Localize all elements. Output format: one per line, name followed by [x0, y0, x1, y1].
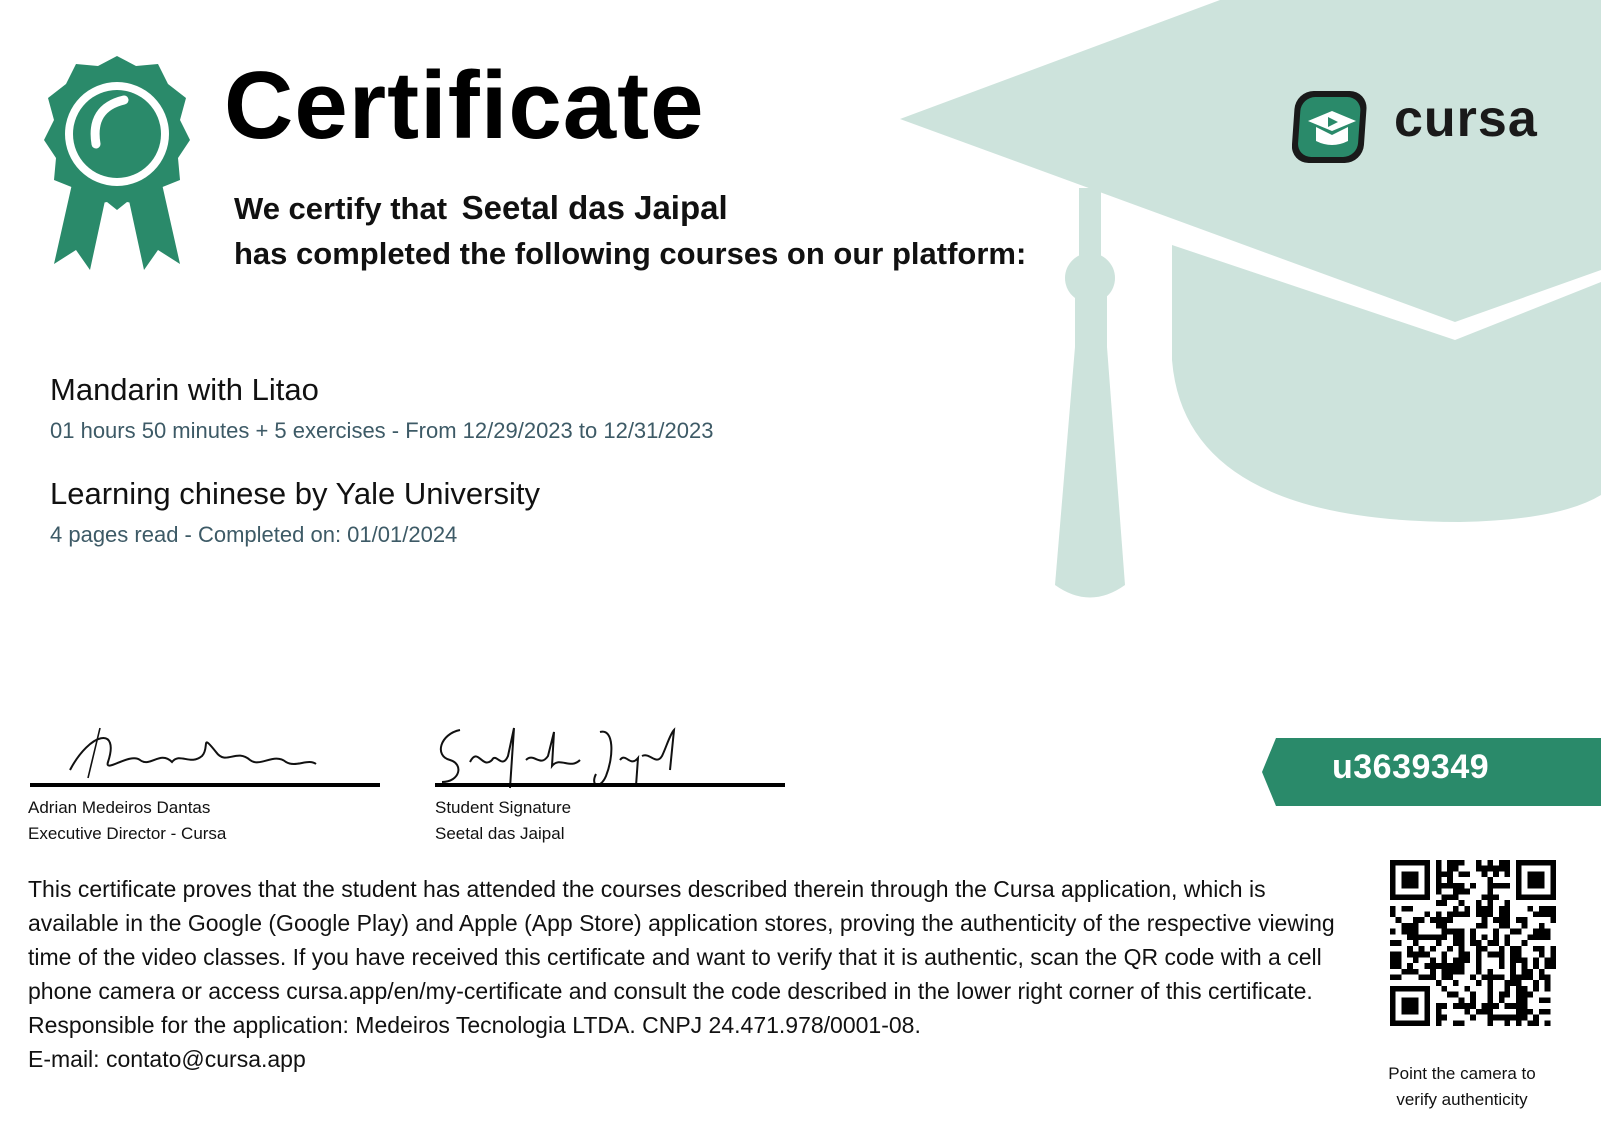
director-role: Executive Director - Cursa — [28, 824, 227, 843]
verification-code-badge — [1262, 738, 1601, 806]
verification-code: u3639349 — [1332, 748, 1490, 786]
disclaimer-paragraph: This certificate proves that the student has attended the courses described therein through the Cursa application, which is available in the Google (Google Play) and Apple (App Store) application stores, proving the authenticity of the respective viewing time of the video classes. If you have received this certificate and want to verify that it is authentic, scan the QR code with a cell phone camera or access cursa.app/en/my-certificate and consult the code described in the lower right corner of this certificate. — [28, 876, 1335, 1004]
course-meta: 4 pages read - Completed on: 01/01/2024 — [50, 522, 458, 547]
student-signature-line — [435, 783, 785, 787]
responsible-company: Responsible for the application: Medeiros Tecnologia LTDA. CNPJ 24.471.978/0001-08. — [28, 1012, 921, 1038]
contact-email: E-mail: contato@cursa.app — [28, 1046, 306, 1072]
director-signature-image — [60, 722, 320, 782]
director-name: Adrian Medeiros Dantas — [28, 798, 211, 817]
qr-caption-line-2: verify authenticity — [1396, 1090, 1528, 1109]
student-caption — [435, 795, 571, 847]
student-signature-name: Seetal das Jaipal — [435, 824, 565, 843]
certify-statement — [234, 189, 728, 227]
certificate-title: Certificate — [224, 52, 705, 159]
student-signature-label: Student Signature — [435, 798, 572, 817]
student-name: Seetal das Jaipal — [461, 189, 728, 226]
completion-statement: has completed the following courses on our platform: — [234, 236, 1027, 271]
course-title: Mandarin with Litao — [50, 372, 319, 407]
qr-code[interactable] — [1390, 860, 1556, 1026]
course-title: Learning chinese by Yale University — [50, 476, 540, 511]
course-item — [50, 372, 713, 444]
award-ribbon-icon — [44, 56, 190, 272]
cursa-logo-text: cursa — [1394, 90, 1538, 148]
cursa-logo — [1312, 87, 1538, 167]
course-item — [50, 476, 540, 548]
certify-prefix: We certify that — [234, 191, 448, 226]
course-meta: 01 hours 50 minutes + 5 exercises - From 12/29/2023 to 12/31/2023 — [50, 418, 714, 443]
qr-caption — [1362, 1061, 1562, 1113]
director-signature-line — [30, 783, 380, 787]
cursa-logo-icon — [1292, 87, 1372, 167]
certificate-disclaimer — [28, 872, 1348, 1076]
qr-caption-line-1: Point the camera to — [1388, 1064, 1536, 1083]
director-caption — [28, 795, 226, 847]
